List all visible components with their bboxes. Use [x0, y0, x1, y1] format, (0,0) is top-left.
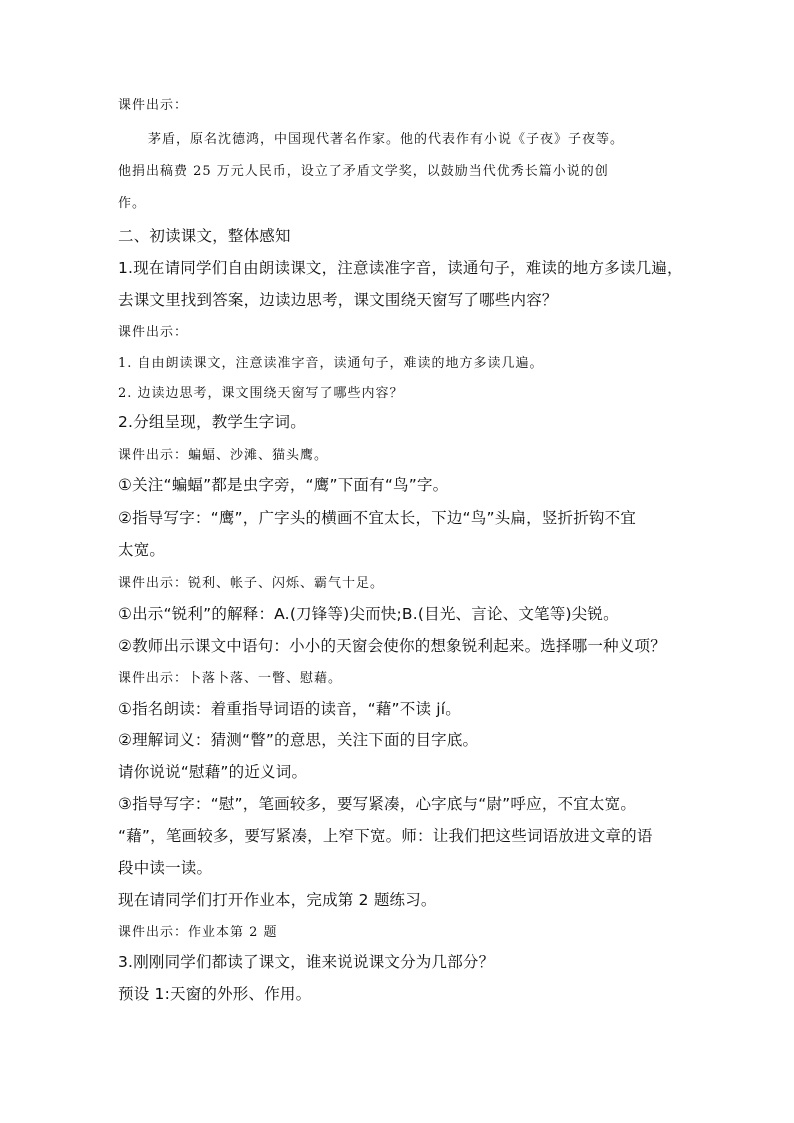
paragraph-line: 3.刚刚同学们都读了课文，谁来说说课文分为几部分？ [118, 953, 495, 971]
paragraph-line: 1.现在请同学们自由朗读课文，注意读准字音，读通句子，难读的地方多读几遍， [118, 259, 683, 277]
courseware-label: 课件出示：卜落卜落、一瞥、慰藉。 [118, 671, 343, 686]
courseware-label: 课件出示：锐利、帐子、闪烁、霸气十足。 [118, 576, 385, 591]
courseware-label: 课件出示：蝙蝠、沙滩、猫头鹰。 [118, 448, 329, 463]
paragraph-line: 太宽。 [118, 541, 166, 559]
paragraph-line: 去课文里找到答案，边读边思考，课文围绕天窗写了哪些内容？ [118, 291, 558, 309]
paragraph-line: ①关注“蝙蝠”都是虫字旁，“鹰”下面有“鸟”字。 [118, 476, 449, 494]
paragraph-line: “藉”，笔画较多，要写紧凑，上窄下宽。师：让我们把这些词语放进文章的语 [118, 827, 653, 845]
paragraph-line: ③指导写字：“慰”，笔画较多，要写紧凑，心字底与“尉”呼应，不宜太宽。 [118, 795, 637, 813]
paragraph-line: 他捐出稿费 25 万元人民币，设立了矛盾文学奖，以鼓励当代优秀长篇小说的创 [118, 164, 609, 179]
courseware-label: 课件出示：作业本第 2 题 [118, 925, 278, 940]
paragraph-line: 预设 1:天窗的外形、作用。 [118, 985, 312, 1003]
paragraph-line: 2.分组呈现，教学生字词。 [118, 413, 306, 431]
paragraph-line: 作。 [118, 196, 147, 211]
paragraph-line: 段中读一读。 [118, 859, 213, 877]
list-item: 2. 边读边思考，课文围绕天窗写了哪些内容？ [118, 386, 404, 401]
paragraph-line: ①指名朗读：着重指导词语的读音，“藉”不读 jí。 [118, 700, 461, 718]
paragraph-line: 茅盾，原名沈德鸿，中国现代著名作家。他的代表作有小说《子夜》子夜等。 [148, 132, 625, 147]
paragraph-line: 请你说说“慰藉”的近义词。 [118, 763, 308, 781]
paragraph-line: ②指导写字：“鹰”，广字头的横画不宜太长，下边“鸟”头扁，竖折折钩不宜 [118, 509, 637, 527]
courseware-label: 课件出示： [118, 98, 189, 113]
list-item: 1. 自由朗读课文，注意读准字音，读通句子，难读的地方多读几遍。 [118, 356, 544, 371]
paragraph-line: ②教师出示课文中语句：小小的天窗会使你的想象锐利起来。选择哪一种义项？ [118, 637, 666, 655]
paragraph-line: 现在请同学们打开作业本，完成第 2 题练习。 [118, 891, 437, 909]
section-heading: 二、初读课文，整体感知 [118, 227, 291, 245]
courseware-label: 课件出示： [118, 325, 189, 340]
paragraph-line: ②理解词义：猜测“瞥”的意思，关注下面的目字底。 [118, 731, 479, 749]
paragraph-line: ①出示“锐利”的解释：A.(刀锋等)尖而快;B.(目光、言论、文笔等)尖锐。 [118, 605, 619, 623]
